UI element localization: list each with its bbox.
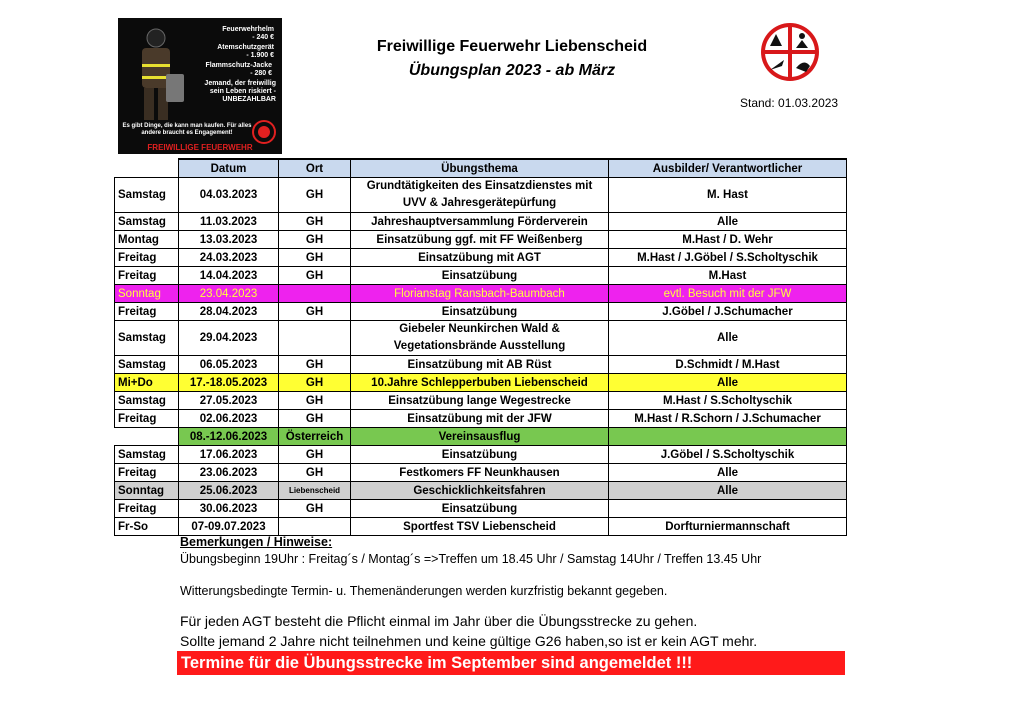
cell-ort: GH bbox=[279, 249, 351, 267]
cell-thema: Geschicklichkeitsfahren bbox=[351, 482, 609, 500]
table-row bbox=[115, 356, 847, 374]
cell-tag: Sonntag bbox=[115, 482, 179, 500]
cell-datum: 08.-12.06.2023 bbox=[179, 428, 279, 446]
cell-tag: Samstag bbox=[115, 356, 179, 374]
cell-ort bbox=[279, 321, 351, 356]
cell-thema: Einsatzübung mit der JFW bbox=[351, 410, 609, 428]
cell-tag: Samstag bbox=[115, 392, 179, 410]
table-row bbox=[115, 249, 847, 267]
page-subtitle: Übungsplan 2023 - ab März bbox=[408, 62, 616, 79]
cell-ort bbox=[279, 518, 351, 536]
cell-ort: GH bbox=[279, 178, 351, 213]
remarks-start-times: Übungsbeginn 19Uhr : Freitag´s / Montag´s =>Treffen um 18.45 Uhr / Samstag 14Uhr / Treffen 13.45 Uhr bbox=[180, 552, 762, 566]
header-ort: Ort bbox=[279, 159, 351, 178]
cell-ort: GH bbox=[279, 231, 351, 249]
cell-datum: 27.05.2023 bbox=[179, 392, 279, 410]
cell-ausbilder: M. Hast bbox=[609, 178, 847, 213]
cell-thema: Einsatzübung ggf. mit FF Weißenberg bbox=[351, 231, 609, 249]
cell-tag: Freitag bbox=[115, 500, 179, 518]
cell-ausbilder: Alle bbox=[609, 213, 847, 231]
alert-banner: Termine für die Übungsstrecke im September sind angemeldet !!! bbox=[177, 651, 845, 675]
cell-datum: 17.06.2023 bbox=[179, 446, 279, 464]
cell-datum: 30.06.2023 bbox=[179, 500, 279, 518]
cell-datum: 23.04.2023 bbox=[179, 285, 279, 303]
poster-text-helmet: Feuerwehrhelm - 240 € bbox=[222, 26, 274, 41]
cell-ausbilder: M.Hast bbox=[609, 267, 847, 285]
remarks-weather: Witterungsbedingte Termin- u. Themenänderungen werden kurzfristig bekannt gegeben. bbox=[180, 584, 668, 598]
cell-datum: 04.03.2023 bbox=[179, 178, 279, 213]
cell-tag: Fr-So bbox=[115, 518, 179, 536]
header-ausbilder: Ausbilder/ Verantwortlicher bbox=[609, 159, 847, 178]
cell-thema: Einsatzübung bbox=[351, 267, 609, 285]
cell-datum: 14.04.2023 bbox=[179, 267, 279, 285]
poster-text-brand: FREIWILLIGE FEUERWEHR bbox=[147, 143, 253, 152]
cell-tag: Freitag bbox=[115, 303, 179, 321]
cell-tag: Samstag bbox=[115, 446, 179, 464]
cell-thema: Einsatzübung bbox=[351, 446, 609, 464]
table-row bbox=[115, 321, 847, 356]
cell-tag: Freitag bbox=[115, 267, 179, 285]
poster-text-breathing: Atemschutzgerät - 1.900 € bbox=[217, 44, 274, 59]
table-row-highlight-magenta bbox=[115, 285, 847, 303]
cell-ort: GH bbox=[279, 410, 351, 428]
cell-ausbilder: J.Göbel / S.Scholtyschik bbox=[609, 446, 847, 464]
table-row bbox=[115, 231, 847, 249]
cell-ausbilder: M.Hast / J.Göbel / S.Scholtyschik bbox=[609, 249, 847, 267]
remarks-agt-duty: Für jeden AGT besteht die Pflicht einmal im Jahr über die Übungsstrecke zu gehen. bbox=[180, 613, 698, 629]
schedule-table bbox=[114, 158, 847, 536]
cell-ausbilder: D.Schmidt / M.Hast bbox=[609, 356, 847, 374]
cell-thema: Jahreshauptversammlung Förderverein bbox=[351, 213, 609, 231]
header-blank bbox=[115, 159, 179, 178]
cell-datum: 13.03.2023 bbox=[179, 231, 279, 249]
cell-tag: Samstag bbox=[115, 178, 179, 213]
cell-datum: 25.06.2023 bbox=[179, 482, 279, 500]
cell-ausbilder: Alle bbox=[609, 464, 847, 482]
cell-ort: GH bbox=[279, 267, 351, 285]
table-row-highlight-green bbox=[115, 428, 847, 446]
cell-ort: GH bbox=[279, 213, 351, 231]
cell-thema: Einsatzübung bbox=[351, 500, 609, 518]
cell-thema: Einsatzübung mit AGT bbox=[351, 249, 609, 267]
cell-datum: 02.06.2023 bbox=[179, 410, 279, 428]
cell-tag: Mi+Do bbox=[115, 374, 179, 392]
table-row bbox=[115, 213, 847, 231]
cell-ort: GH bbox=[279, 356, 351, 374]
cell-thema: Sportfest TSV Liebenscheid bbox=[351, 518, 609, 536]
cell-tag: Freitag bbox=[115, 249, 179, 267]
table-row bbox=[115, 464, 847, 482]
cell-datum: 23.06.2023 bbox=[179, 464, 279, 482]
cell-ausbilder: J.Göbel / J.Schumacher bbox=[609, 303, 847, 321]
table-row bbox=[115, 500, 847, 518]
stand-date: Stand: 01.03.2023 bbox=[740, 96, 839, 110]
fire-department-logo-icon bbox=[758, 20, 822, 84]
cell-ausbilder bbox=[609, 500, 847, 518]
remarks-heading: Bemerkungen / Hinweise: bbox=[180, 535, 333, 549]
cell-thema: Florianstag Ransbach-Baumbach bbox=[351, 285, 609, 303]
header-thema: Übungsthema bbox=[351, 159, 609, 178]
cell-thema: Giebeler Neunkirchen Wald & Vegetationsbrände Ausstellung bbox=[351, 321, 609, 356]
remarks-agt-g26: Sollte jemand 2 Jahre nicht teilnehmen und keine gültige G26 haben,so ist er kein AGT mehr. bbox=[180, 633, 758, 649]
table-row-highlight-gray bbox=[115, 482, 847, 500]
cell-datum: 07-09.07.2023 bbox=[179, 518, 279, 536]
cell-datum: 24.03.2023 bbox=[179, 249, 279, 267]
cell-ort: GH bbox=[279, 500, 351, 518]
cell-ausbilder bbox=[609, 428, 847, 446]
cell-datum: 17.-18.05.2023 bbox=[179, 374, 279, 392]
cell-ort: Liebenscheid bbox=[279, 482, 351, 500]
cell-thema: Einsatzübung mit AB Rüst bbox=[351, 356, 609, 374]
cell-ausbilder: M.Hast / R.Schorn / J.Schumacher bbox=[609, 410, 847, 428]
cell-ausbilder: Dorfturniermannschaft bbox=[609, 518, 847, 536]
table-row bbox=[115, 446, 847, 464]
cell-thema: Einsatzübung lange Wegestrecke bbox=[351, 392, 609, 410]
page-title: Freiwillige Feuerwehr Liebenscheid bbox=[376, 38, 648, 55]
cell-ort: GH bbox=[279, 446, 351, 464]
cell-ort: GH bbox=[279, 374, 351, 392]
cell-ort: GH bbox=[279, 464, 351, 482]
cell-tag: Freitag bbox=[115, 410, 179, 428]
header-datum: Datum bbox=[179, 159, 279, 178]
cell-thema: Grundtätigkeiten des Einsatzdienstes mit UVV & Jahresgerätepürfung bbox=[351, 178, 609, 213]
cell-thema: Vereinsausflug bbox=[351, 428, 609, 446]
cell-ausbilder: Alle bbox=[609, 374, 847, 392]
cell-tag: Sonntag bbox=[115, 285, 179, 303]
cell-tag: Freitag bbox=[115, 464, 179, 482]
table-row bbox=[115, 392, 847, 410]
cell-datum: 06.05.2023 bbox=[179, 356, 279, 374]
poster-text-jacket: Flammschutz-Jacke - 280 € bbox=[205, 62, 272, 77]
cell-ort: Österreich bbox=[279, 428, 351, 446]
cell-thema: Festkomers FF Neunkhausen bbox=[351, 464, 609, 482]
cell-thema: 10.Jahre Schlepperbuben Liebenscheid bbox=[351, 374, 609, 392]
cell-tag: Montag bbox=[115, 231, 179, 249]
cell-datum: 29.04.2023 bbox=[179, 321, 279, 356]
cell-thema: Einsatzübung bbox=[351, 303, 609, 321]
cell-tag: Samstag bbox=[115, 213, 179, 231]
cell-ausbilder: Alle bbox=[609, 482, 847, 500]
table-header-row bbox=[115, 159, 847, 178]
fire-seal-icon bbox=[252, 120, 276, 144]
cell-ausbilder: M.Hast / S.Scholtyschik bbox=[609, 392, 847, 410]
table-row bbox=[115, 303, 847, 321]
cell-ausbilder: Alle bbox=[609, 321, 847, 356]
cell-tag bbox=[115, 428, 179, 446]
poster-text-priceless: Jemand, der freiwillig sein Leben riskiert - UNBEZAHLBAR bbox=[204, 80, 276, 103]
table-row bbox=[115, 518, 847, 536]
table-row bbox=[115, 410, 847, 428]
cell-ort bbox=[279, 285, 351, 303]
cell-datum: 11.03.2023 bbox=[179, 213, 279, 231]
cell-ort: GH bbox=[279, 392, 351, 410]
cell-ausbilder: M.Hast / D. Wehr bbox=[609, 231, 847, 249]
table-row bbox=[115, 178, 847, 213]
cell-ort: GH bbox=[279, 303, 351, 321]
table-row bbox=[115, 267, 847, 285]
cell-ausbilder: evtl. Besuch mit der JFW bbox=[609, 285, 847, 303]
cell-datum: 28.04.2023 bbox=[179, 303, 279, 321]
cell-tag: Samstag bbox=[115, 321, 179, 356]
table-row-highlight-yellow bbox=[115, 374, 847, 392]
poster-text-engagement: Es gibt Dinge, die kann man kaufen. Für alles andere braucht es Engagement! bbox=[122, 123, 252, 136]
